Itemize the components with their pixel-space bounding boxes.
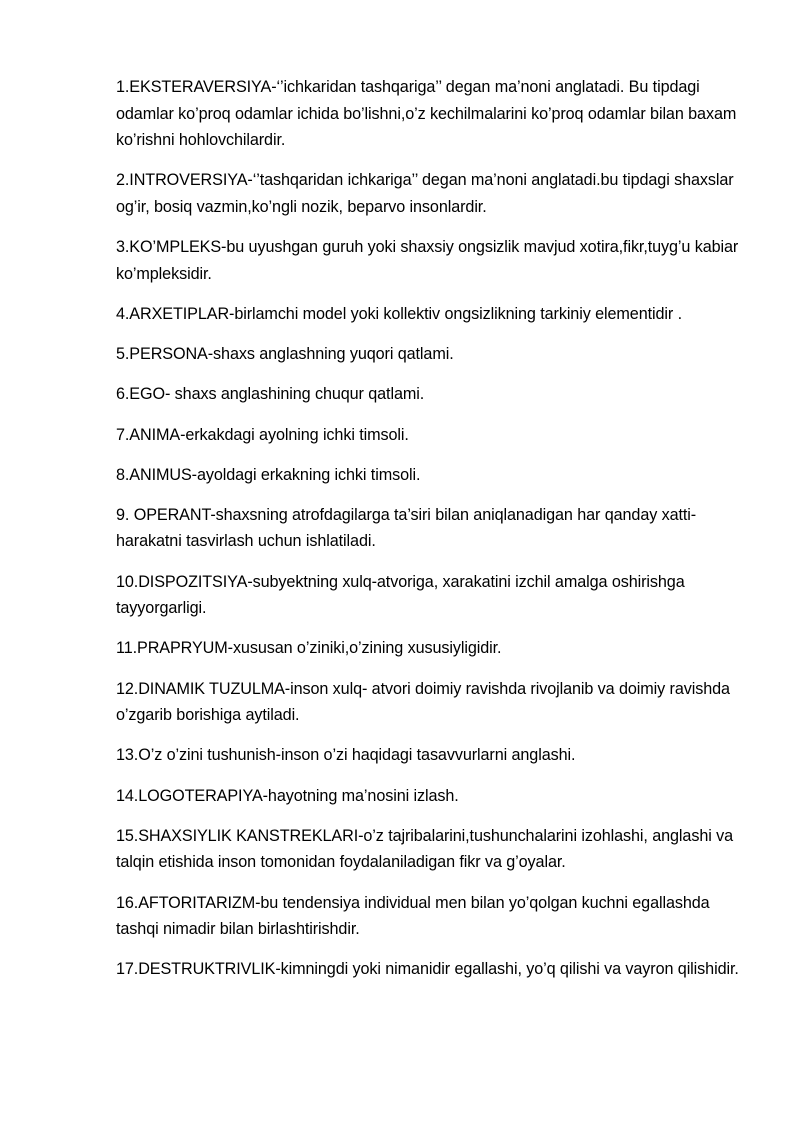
definition-item-3: 3.KO’MPLEKS-bu uyushgan guruh yoki shaxsiy ongsizlik mavjud xotira,fikr,tuyg’u kabiar ko’mpleksidir. — [116, 238, 739, 283]
definition-item-14: 14.LOGOTERAPIYA-hayotning ma’nosini izlash. — [116, 786, 459, 805]
definition-item-10: 10.DISPOZITSIYA-subyektning xulq-atvoriga, xarakatini izchil amalga oshirishga tayyorgarligi. — [116, 572, 685, 618]
definition-item-9: 9. OPERANT-shaxsning atrofdagilarga ta’siri bilan aniqlanadigan har qanday xatti-harakatni tasvirlash uchun ishlatiladi. — [116, 505, 697, 551]
definition-item-6: 6.EGO- shaxs anglashining chuqur qatlami. — [116, 385, 425, 404]
definition-item-7: 7.ANIMA-erkakdagi ayolning ichki timsoli. — [116, 425, 409, 444]
definition-item-4: 4.ARXETIPLAR-birlamchi model yoki kollektiv ongsizlikning tarkiniy elementidir . — [116, 304, 682, 323]
definition-item-16: 16.AFTORITARIZM-bu tendensiya individual men bilan yo’qolgan kuchni egallashda tashqi nimadir bilan birlashtirishdir. — [116, 893, 710, 939]
definition-item-11: 11.PRAPRYUM-xususan o’ziniki,o’zining xususiyligidir. — [116, 639, 502, 658]
definition-item-12: 12.DINAMIK TUZULMA-inson xulq- atvori doimiy ravishda rivojlanib va doimiy ravishda o’zgarib borishiga aytiladi. — [116, 679, 730, 725]
definition-item-5: 5.PERSONA-shaxs anglashning yuqori qatlami. — [116, 345, 454, 364]
definition-item-13: 13.O’z o’zini tushunish-inson o’zi haqidagi tasavvurlarni anglashi. — [116, 746, 576, 765]
definition-item-8: 8.ANIMUS-ayoldagi erkakning ichki timsoli. — [116, 465, 421, 484]
definition-item-1: 1.EKSTERAVERSIYA-‘’ichkaridan tashqariga’’ degan ma’noni anglatadi. Bu tipdagi odamlar ko’proq odamlar ichida bo’lishni,o’z kechilmalarini ko’proq odamlar bilan baxam ko’rishni hohlovchilardir. — [116, 78, 737, 150]
definition-item-15: 15.SHAXSIYLIK KANSTREKLARI-o’z tajribalarini,tushunchalarini izohlashi, anglashi va talqin etishida inson tomonidan foydalaniladigan fikr va g’oyalar. — [116, 826, 734, 872]
definition-item-2: 2.INTROVERSIYA-‘’tashqaridan ichkariga’’ degan ma’noni anglatadi.bu tipdagi shaxslar og’ir, bosiq vazmin,ko’ngli nozik, beparvo insonlardir. — [116, 171, 734, 216]
definition-list — [116, 74, 746, 997]
definition-item-17: 17.DESTRUKTRIVLIK-kimningdi yoki nimanidir egallashi, yo’q qilishi va vayron qilishidir. — [116, 960, 739, 979]
